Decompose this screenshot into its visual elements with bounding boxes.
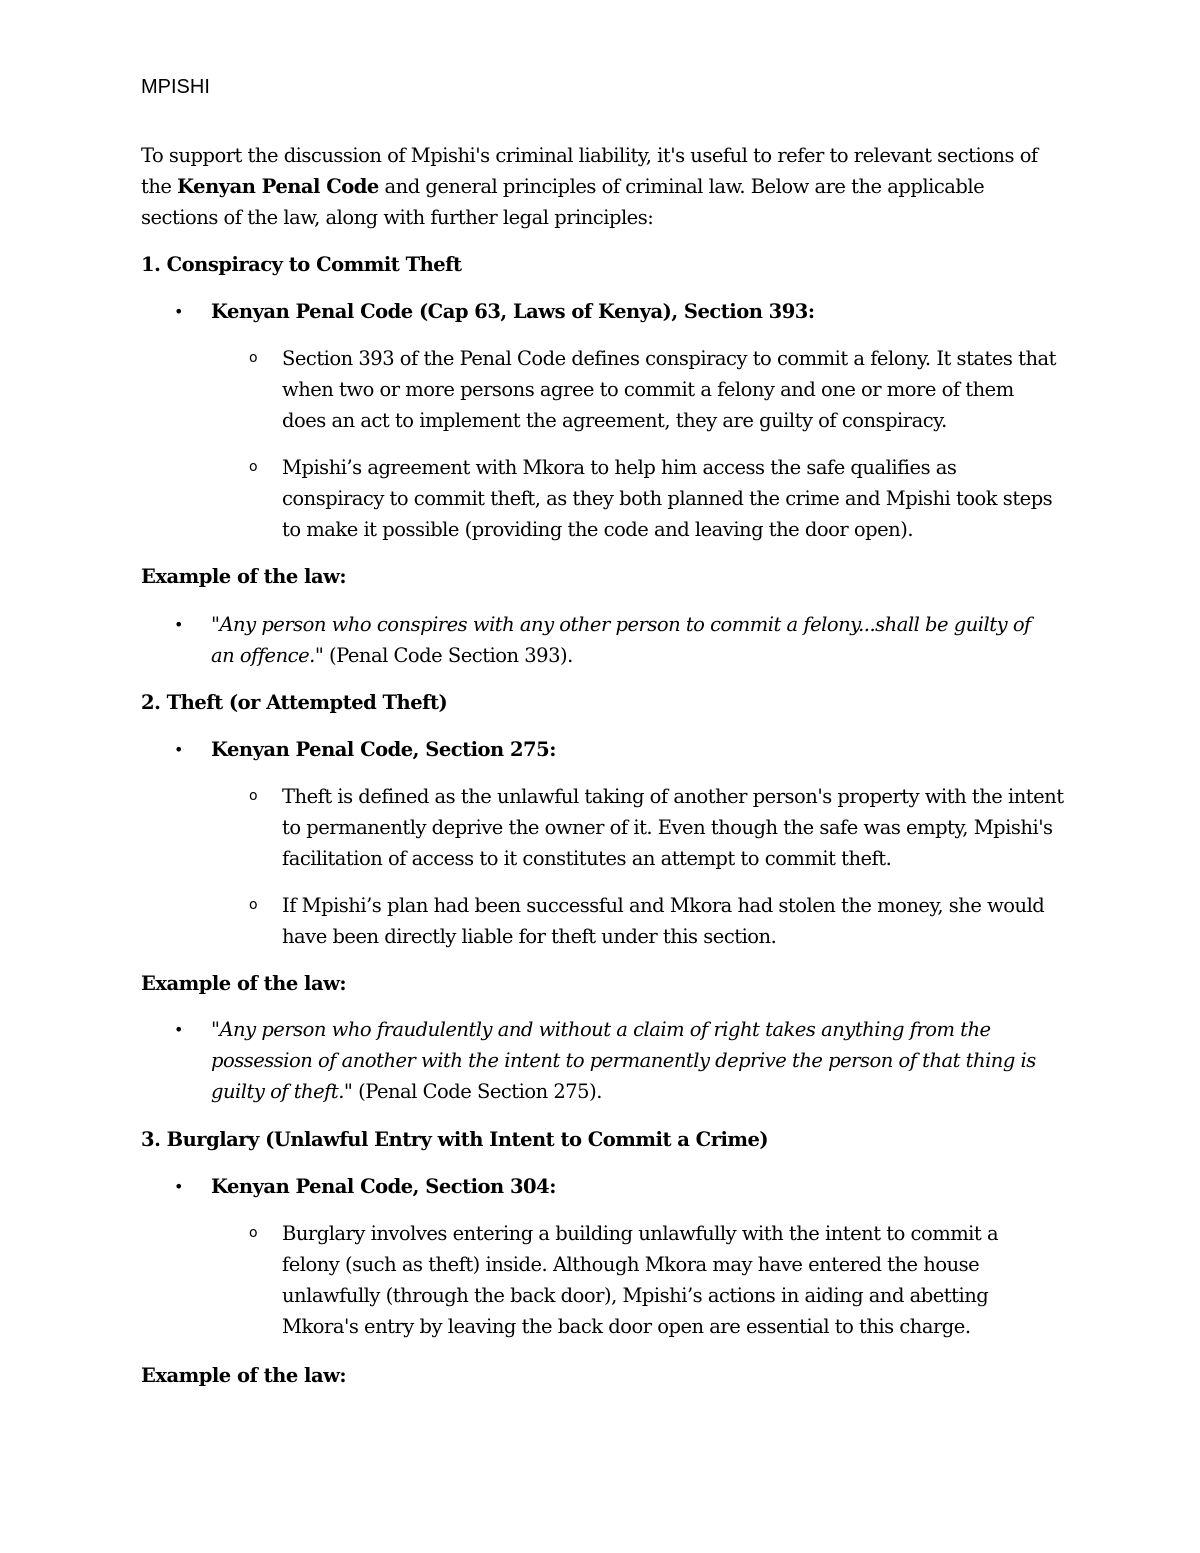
bullet-item: Kenyan Penal Code (Cap 63, Laws of Kenya), Section 393: (211, 300, 815, 323)
section-heading: 1. Conspiracy to Commit Theft (141, 253, 462, 276)
bullet-item: Kenyan Penal Code, Section 304: (211, 1175, 556, 1198)
sub-item-line: does an act to implement the agreement, they are guilty of conspiracy. (282, 409, 947, 432)
sub-item-line: Mkora's entry by leaving the back door open are essential to this charge. (282, 1315, 971, 1338)
intro-line-3: sections of the law, along with further legal principles: (141, 206, 654, 229)
sub-item-line: Burglary involves entering a building unlawfully with the intent to commit a (282, 1222, 999, 1245)
sub-item-line: to permanently deprive the owner of it. Even though the safe was empty, Mpishi's (282, 816, 1053, 839)
law-quote-italic: guilty of theft. (211, 1080, 344, 1103)
sub-item-line: conspiracy to commit theft, as they both planned the crime and Mpishi took steps (282, 487, 1053, 510)
sub-item-line: when two or more persons agree to commit a felony and one or more of them (282, 378, 1014, 401)
sub-item-line: felony (such as theft) inside. Although Mkora may have entered the house (282, 1253, 980, 1276)
sub-item-line: to make it possible (providing the code and leaving the door open). (282, 518, 914, 541)
bullet-item: Kenyan Penal Code, Section 275: (211, 738, 556, 761)
bullet-marker: • (174, 302, 184, 321)
section-heading: 2. Theft (or Attempted Theft) (141, 691, 448, 714)
document-header: MPISHI (141, 76, 210, 98)
intro-text: the (141, 175, 178, 198)
law-quote-line: "Any person who fraudulently and without a claim of right takes anything from the (211, 1018, 991, 1041)
law-quote-line: possession of another with the intent to permanently deprive the person of that thing is (211, 1049, 1036, 1072)
sub-item-line: Section 393 of the Penal Code defines conspiracy to commit a felony. It states that (282, 347, 1056, 370)
section-heading: 3. Burglary (Unlawful Entry with Intent to Commit a Crime) (141, 1128, 769, 1151)
bullet-marker: • (174, 1177, 184, 1196)
sub-bullet-marker: o (249, 1225, 258, 1241)
law-quote-italic: an offence. (211, 644, 315, 667)
intro-line-2 (141, 171, 984, 202)
sub-bullet-marker: o (249, 350, 258, 366)
sub-bullet-marker: o (249, 459, 258, 475)
sub-bullet-marker: o (249, 788, 258, 804)
bullet-marker: • (174, 615, 184, 634)
intro-line-1: To support the discussion of Mpishi's criminal liability, it's useful to refer to relevant sections of (141, 144, 1038, 167)
sub-item-line: unlawfully (through the back door), Mpishi’s actions in aiding and abetting (282, 1284, 989, 1307)
sub-bullet-marker: o (249, 897, 258, 913)
law-quote-citation: " (Penal Code Section 393). (314, 644, 573, 667)
example-heading: Example of the law: (141, 1364, 347, 1387)
law-quote-citation: " (Penal Code Section 275). (343, 1080, 602, 1103)
sub-item-line: Mpishi’s agreement with Mkora to help him access the safe qualifies as (282, 456, 957, 479)
sub-item-line: If Mpishi’s plan had been successful and Mkora had stolen the money, she would (282, 894, 1045, 917)
law-quote-line (211, 640, 573, 671)
law-quote-line: "Any person who conspires with any other person to commit a felony...shall be guilty of (211, 613, 1031, 636)
intro-bold-term: Kenyan Penal Code (177, 175, 379, 198)
intro-text: and general principles of criminal law. Below are the applicable (378, 175, 985, 198)
sub-item-line: Theft is defined as the unlawful taking of another person's property with the intent (282, 785, 1064, 808)
example-heading: Example of the law: (141, 565, 347, 588)
sub-item-line: facilitation of access to it constitutes an attempt to commit theft. (282, 847, 892, 870)
example-heading: Example of the law: (141, 972, 347, 995)
bullet-marker: • (174, 1020, 184, 1039)
bullet-marker: • (174, 740, 184, 759)
sub-item-line: have been directly liable for theft under this section. (282, 925, 777, 948)
law-quote-line (211, 1076, 602, 1107)
